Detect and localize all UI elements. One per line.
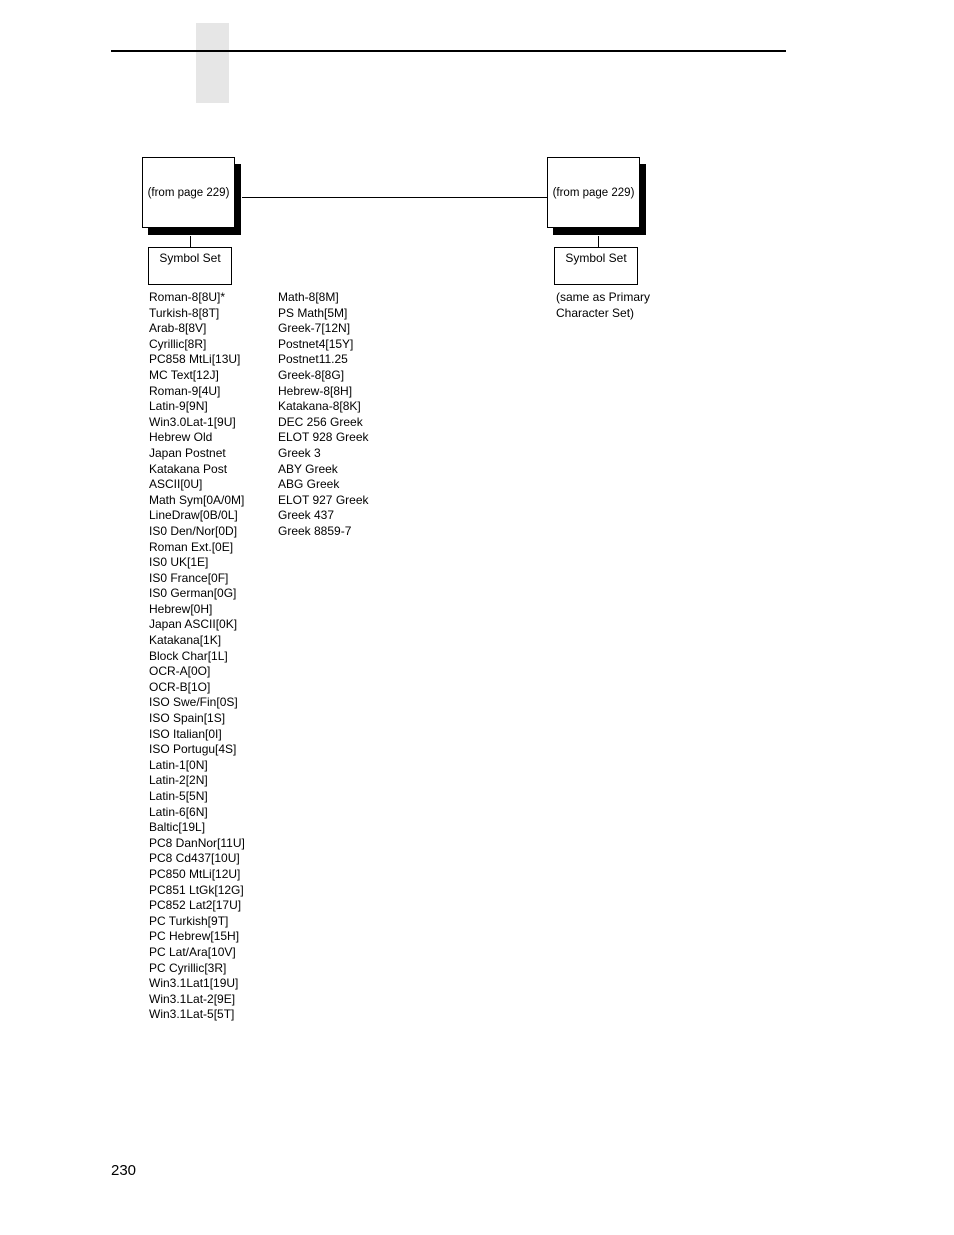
symbol-set-option: Roman-8[8U]* (149, 290, 226, 304)
header-rule (111, 50, 786, 52)
left-parent-box (142, 157, 235, 228)
symbol-set-option: Japan ASCII[0K] (149, 617, 238, 632)
symbol-set-option: Win3.1Lat-2[9E] (149, 991, 236, 1006)
symbol-set-option: PC852 Lat2[17U] (149, 898, 242, 913)
symbol-set-option: ISO Portugu[4S] (149, 742, 237, 757)
symbol-set-option: Katakana[1K] (149, 633, 222, 648)
symbol-set-option: Japan Postnet (149, 445, 226, 460)
symbol-set-option: PC8 Cd437[10U] (149, 851, 240, 866)
page-number: 230 (111, 1162, 137, 1179)
right-from-label: (from page 229) (547, 157, 640, 228)
symbol-set-option: MC Text[12J] (149, 367, 219, 382)
right-symbol-set-box: Symbol Set (554, 247, 638, 285)
symbol-set-option: Greek 8859-7 (278, 523, 352, 538)
symbol-set-option: Roman-9[4U] (149, 383, 221, 398)
symbol-set-option: ELOT 927 Greek (278, 492, 369, 507)
right-parent-box (547, 157, 640, 228)
note-line: Character Set) (556, 305, 635, 320)
symbol-set-option: PC850 MtLi[12U] (149, 866, 241, 881)
symbol-set-option: Greek 3 (278, 445, 321, 460)
secondary-note (556, 290, 650, 321)
symbol-set-option: DEC 256 Greek (278, 414, 363, 429)
symbol-set-option: IS0 Den/Nor[0D] (149, 523, 238, 538)
symbol-set-options-col1 (149, 290, 245, 1023)
symbol-set-option: Win3.1Lat-5[5T] (149, 1007, 235, 1022)
symbol-set-option: Cyrillic[8R] (149, 336, 207, 351)
connector-line (242, 197, 547, 198)
symbol-set-option: OCR-B[1O] (149, 679, 211, 694)
symbol-set-option: PC Lat/Ara[10V] (149, 944, 236, 959)
symbol-set-option: Greek-8[8G] (278, 367, 345, 382)
symbol-set-option: ABY Greek (278, 461, 338, 476)
symbol-set-option: Arab-8[8V] (149, 321, 207, 336)
symbol-set-option: Hebrew Old (149, 430, 213, 445)
symbol-set-option: ELOT 928 Greek (278, 430, 369, 445)
symbol-set-option: ISO Spain[1S] (149, 711, 226, 726)
right-branch-line (598, 236, 599, 247)
symbol-set-option: Hebrew[0H] (149, 601, 213, 616)
symbol-set-option: IS0 UK[1E] (149, 555, 209, 570)
symbol-set-option: Math Sym[0A/0M] (149, 492, 245, 507)
symbol-set-option: Latin-9[9N] (149, 399, 208, 414)
note-line: (same as Primary (556, 290, 651, 304)
symbol-set-options-col2 (278, 290, 369, 540)
symbol-set-option: ASCII[0U] (149, 477, 203, 492)
symbol-set-option: ISO Italian[0I] (149, 726, 222, 741)
symbol-set-option: PC Hebrew[15H] (149, 929, 240, 944)
symbol-set-option: Latin-6[6N] (149, 804, 208, 819)
symbol-set-option: PC851 LtGk[12G] (149, 882, 244, 897)
symbol-set-option: Win3.1Lat1[19U] (149, 976, 239, 991)
symbol-set-option: Greek 437 (278, 508, 335, 523)
symbol-set-option: Baltic[19L] (149, 820, 206, 835)
symbol-set-option: Math-8[8M] (278, 290, 339, 304)
symbol-set-option: ISO Swe/Fin[0S] (149, 695, 238, 710)
symbol-set-option: Postnet11.25 (278, 352, 348, 367)
left-from-label: (from page 229) (142, 157, 235, 228)
symbol-set-option: Win3.0Lat-1[9U] (149, 414, 236, 429)
symbol-set-option: Roman Ext.[0E] (149, 539, 234, 554)
symbol-set-option: ABG Greek (278, 477, 340, 492)
symbol-set-option: OCR-A[0O] (149, 664, 211, 679)
symbol-set-option: IS0 France[0F] (149, 570, 229, 585)
symbol-set-option: PS Math[5M] (278, 305, 348, 320)
symbol-set-option: PC Cyrillic[3R] (149, 960, 227, 975)
symbol-set-option: LineDraw[0B/0L] (149, 508, 238, 523)
symbol-set-option: PC8 DanNor[11U] (149, 835, 245, 850)
symbol-set-option: PC858 MtLi[13U] (149, 352, 241, 367)
left-symbol-set-box: Symbol Set (148, 247, 232, 285)
symbol-set-option: IS0 German[0G] (149, 586, 237, 601)
header-tab (196, 23, 229, 103)
symbol-set-option: Latin-2[2N] (149, 773, 208, 788)
symbol-set-option: Greek-7[12N] (278, 321, 351, 336)
symbol-set-option: Turkish-8[8T] (149, 305, 220, 320)
symbol-set-option: Latin-1[0N] (149, 757, 208, 772)
symbol-set-option: Latin-5[5N] (149, 789, 208, 803)
symbol-set-option: Katakana-8[8K] (278, 399, 361, 414)
symbol-set-option: PC Turkish[9T] (149, 913, 229, 928)
symbol-set-option: Postnet4[15Y] (278, 336, 354, 351)
symbol-set-option: Hebrew-8[8H] (278, 383, 353, 398)
symbol-set-option: Katakana Post (149, 461, 228, 476)
symbol-set-option: Block Char[1L] (149, 648, 228, 663)
left-branch-line (190, 236, 191, 247)
